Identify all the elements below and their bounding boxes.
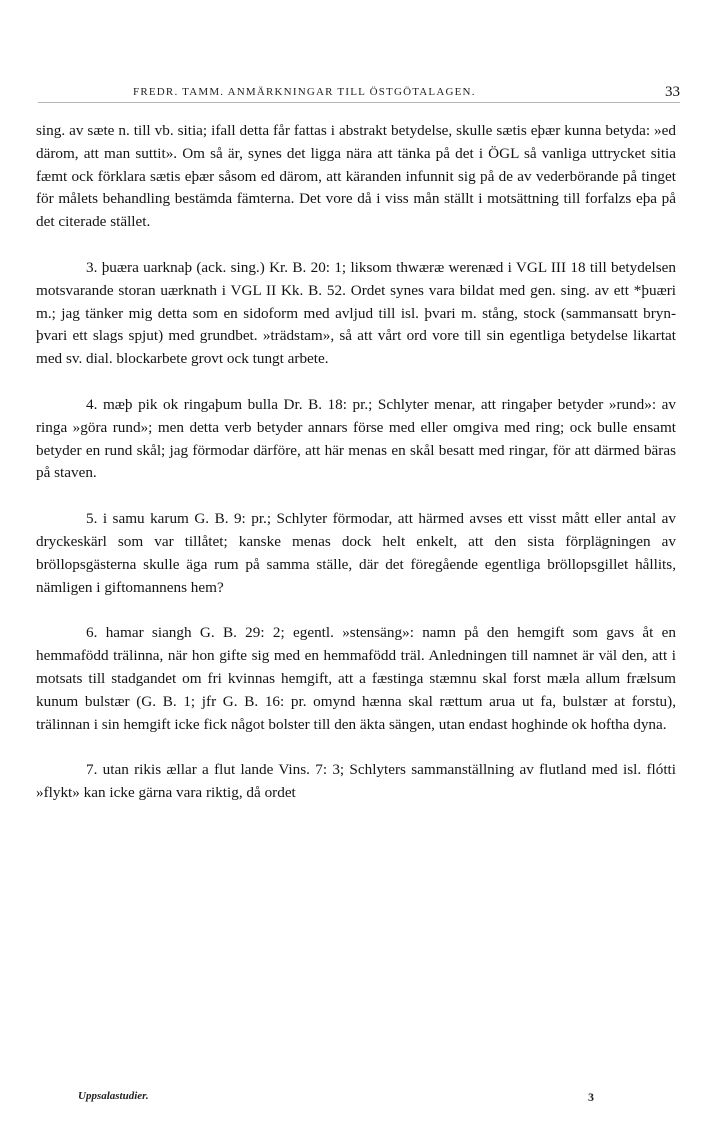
- page-footer: [36, 1090, 676, 1106]
- page-number: 33: [665, 84, 680, 100]
- paragraph-note-7: 7. utan rikis ællar a flut lande Vins. 7: 3; Schlyters sammanställning av flutland med isl. flótti »flykt» kan icke gärna vara riktig, då ordet: [36, 761, 676, 802]
- paragraph-continuation: sing. av sæte n. till vb. sitia; ifall detta får fattas i abstrakt betydelse, skulle sætis eþær kunna betyda: »ed därom, att man suttit». Om så är, synes det ligga nära att tänka på det i ÖGL så vanliga uttrycket sitia fæmt ock förklara sætis eþær såsom ed därom, att käranden infunnit sig på de av vederbörande på tinget för målets behandling bestämda fämterna. Det vore då i viss mån ställt i motsättning till forfalzs eþa på det citerade stället.: [36, 122, 676, 231]
- running-title: FREDR. TAMM. ANMÄRKNINGAR TILL ÖSTGÖTALAGEN.: [133, 86, 476, 98]
- paragraph-note-3: 3. þuæra uarknaþ (ack. sing.) Kr. B. 20: 1; liksom thwæræ werenæd i VGL III 18 till betydelsen motsvarande storan uærknath i VGL II Kk. B. 52. Ordet synes vara bildat med gen. sing. av ett *þuæri m.; jag tänker mig detta som en sidoform med avljud till isl. þvari m. stång, stock (sammansatt bryn-þvari ett slags spjut) med grundbet. »trädstam», så att vårt ord vore till sin egentliga betydelse likartat med sv. dial. blockarbete grovt ock tungt arbete.: [36, 258, 676, 368]
- paragraph-note-4: 4. mæþ pik ok ringaþum bulla Dr. B. 18: pr.; Schlyter menar, att ringaþer betyder »rund»: av ringa »göra rund»; men detta verb betyder annars förse med eller omgiva med ring; ock bulle ensamt betyder en rund skål; jag förmodar därföre, att här menas en skål besatt med ringar, för att därmed bäras på staven.: [36, 395, 676, 482]
- signature-label: Uppsalastudier.: [78, 1090, 149, 1102]
- body-text: [36, 120, 676, 805]
- paragraph-note-5: 5. i samu karum G. B. 9: pr.; Schlyter förmodar, att härmed avses ett visst mått eller antal av dryckeskärl som var tillåtet; kanske menas dock helt enkelt, att den sista förplägningen av bröllopsgästerna skulle äga rum på samma ställe, där det föregående egentliga bröllopsgillet hållits, nämligen i giftomannens hem?: [36, 510, 676, 596]
- running-head: [38, 84, 680, 103]
- signature-number: 3: [588, 1090, 594, 1104]
- paragraph-note-6: 6. hamar siangh G. B. 29: 2; egentl. »stensäng»: namn på den hemgift som gavs åt en hemmafödd trälinna, när hon gifte sig med en hemmafödd träl. Anledningen till namnet är väl den, att i motsats till stadgandet om fri kvinnas hemgift, att a fæstinga stæmnu skal forst mæla allum frælsum kunum bulstær (G. B. 1; jfr G. B. 16: pr. omynd hænna skal rættum arua ut fa, bulstær at forstu), trälinnan i sin hemgift icke fick något bolster till den äkta sängen, utan endast hoghinde ok hoftha dyna.: [36, 624, 676, 733]
